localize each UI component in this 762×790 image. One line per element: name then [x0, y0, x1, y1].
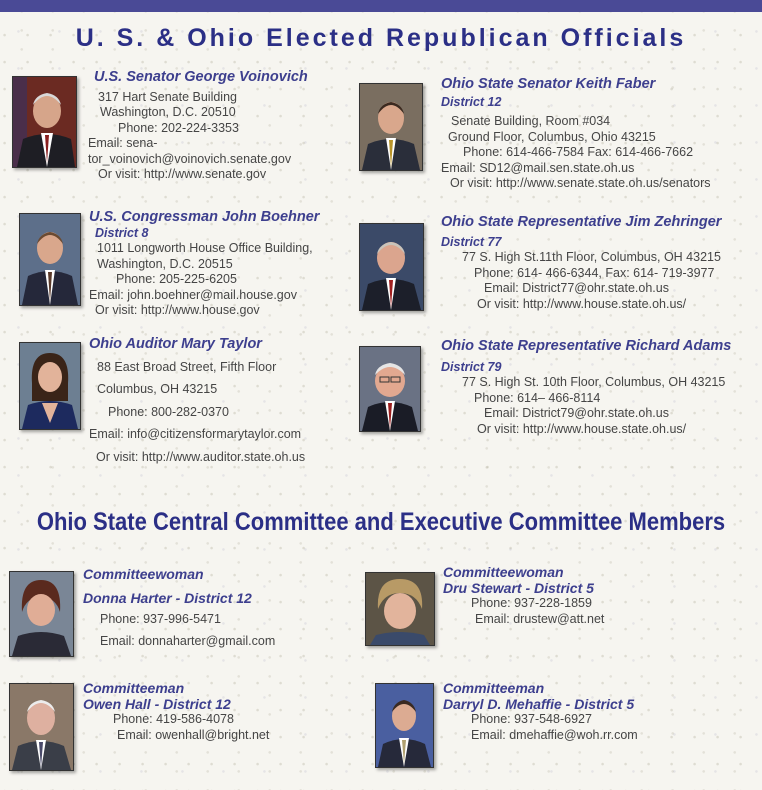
harter-portrait	[9, 571, 74, 657]
member-email: Email: dmehaffie@woh.rr.com	[471, 727, 638, 742]
official-address: Senate Building, Room #034	[451, 114, 611, 128]
official-name: Ohio Auditor Mary Taylor	[89, 336, 262, 352]
member-name: Dru Stewart - District 5	[443, 579, 594, 596]
stewart-portrait	[365, 572, 435, 646]
hall-portrait	[9, 683, 74, 771]
page-title: U. S. & Ohio Elected Republican Officials	[75, 24, 687, 52]
official-district: District 77	[441, 234, 502, 249]
taylor-portrait	[19, 342, 81, 430]
member-mehaffie	[443, 681, 638, 743]
official-city: Washington, D.C. 20510	[100, 105, 236, 119]
official-name: U.S. Congressman John Boehner	[89, 209, 320, 225]
official-zehringer	[441, 215, 721, 312]
official-website: Or visit: http://www.auditor.state.oh.us	[96, 449, 306, 464]
member-name: Owen Hall - District 12	[83, 695, 231, 712]
official-email: Email: District79@ohr.state.oh.us	[484, 406, 669, 420]
voinovich-portrait	[12, 76, 77, 168]
official-address: 77 S. High St.11th Floor, Columbus, OH 43215	[462, 250, 721, 264]
official-district: District 8	[95, 225, 149, 240]
official-city: Columbus, OH 43215	[97, 382, 218, 396]
member-role: Committeeman	[443, 680, 545, 696]
official-voinovich	[88, 69, 308, 183]
official-city: Washington, D.C. 20515	[97, 256, 233, 271]
member-harter	[83, 567, 275, 649]
official-website: Or visit: http://www.house.gov	[95, 303, 260, 317]
official-phone: Phone: 614- 466-6344, Fax: 614- 719-3977	[474, 265, 715, 280]
official-district: District 12	[441, 94, 502, 109]
official-website: Or visit: http://www.house.state.oh.us/	[477, 421, 687, 436]
official-address: 77 S. High St. 10th Floor, Columbus, OH 43215	[462, 375, 726, 389]
member-name: Darryl D. Mehaffie - District 5	[443, 695, 635, 712]
official-address: 88 East Broad Street, Fifth Floor	[97, 359, 277, 374]
official-district: District 79	[441, 359, 502, 374]
boehner-portrait	[19, 213, 81, 306]
official-phone: Phone: 205-225-6205	[116, 272, 237, 286]
member-name: Donna Harter - District 12	[83, 589, 252, 606]
member-role: Committeeman	[83, 680, 185, 696]
member-phone: Phone: 937-228-1859	[471, 596, 592, 610]
official-email: Email: SD12@mail.sen.state.oh.us	[441, 160, 635, 175]
member-phone: Phone: 937-548-6927	[471, 712, 592, 726]
official-email: Email: john.boehner@mail.house.gov	[89, 287, 297, 302]
mehaffie-portrait	[375, 683, 434, 768]
official-email: tor_voinovich@voinovich.senate.gov	[88, 151, 292, 166]
committee-section-title: Ohio State Central Committee and Executive Committee Members	[36, 507, 726, 536]
official-name: Ohio State Senator Keith Faber	[441, 76, 656, 92]
member-phone: Phone: 937-996-5471	[100, 612, 221, 626]
official-address: 317 Hart Senate Building	[98, 89, 237, 104]
official-address: 1011 Longworth House Office Building,	[97, 241, 313, 255]
official-name: U.S. Senator George Voinovich	[94, 69, 308, 85]
official-boehner	[89, 210, 319, 319]
official-phone: Phone: 614– 466-8114	[474, 390, 601, 405]
official-email: Email: info@citizensformarytaylor.com	[89, 427, 302, 441]
member-email: Email: donnaharter@gmail.com	[100, 633, 276, 648]
member-hall	[83, 681, 269, 743]
member-stewart	[443, 565, 604, 627]
official-name: Ohio State Representative Jim Zehringer	[441, 214, 722, 230]
official-website: Or visit: http://www.house.state.oh.us/	[477, 296, 687, 311]
official-phone: Phone: 614-466-7584 Fax: 614-466-7662	[463, 145, 694, 159]
faber-portrait	[359, 83, 423, 171]
member-email: Email: drustew@att.net	[475, 611, 605, 626]
official-taylor	[89, 337, 305, 465]
official-city: Ground Floor, Columbus, Ohio 43215	[448, 129, 656, 144]
official-name: Ohio State Representative Richard Adams	[441, 338, 732, 354]
official-adams	[441, 339, 731, 437]
official-website: Or visit: http://www.senate.state.oh.us/senators	[450, 176, 711, 190]
official-phone: Phone: 800-282-0370	[108, 404, 229, 419]
official-phone: Phone: 202-224-3353	[118, 120, 239, 135]
member-email: Email: owenhall@bright.net	[117, 727, 270, 742]
official-faber	[441, 77, 711, 192]
top-banner-bar	[0, 0, 762, 12]
adams-portrait	[359, 346, 421, 432]
official-website: Or visit: http://www.senate.gov	[98, 167, 267, 181]
official-email: Email: District77@ohr.state.oh.us	[484, 281, 669, 295]
member-role: Committeewoman	[83, 566, 204, 582]
member-phone: Phone: 419-586-4078	[113, 712, 234, 726]
official-email-label: Email: sena-	[88, 136, 158, 150]
member-role: Committeewoman	[443, 564, 564, 580]
zehringer-portrait	[359, 223, 424, 311]
